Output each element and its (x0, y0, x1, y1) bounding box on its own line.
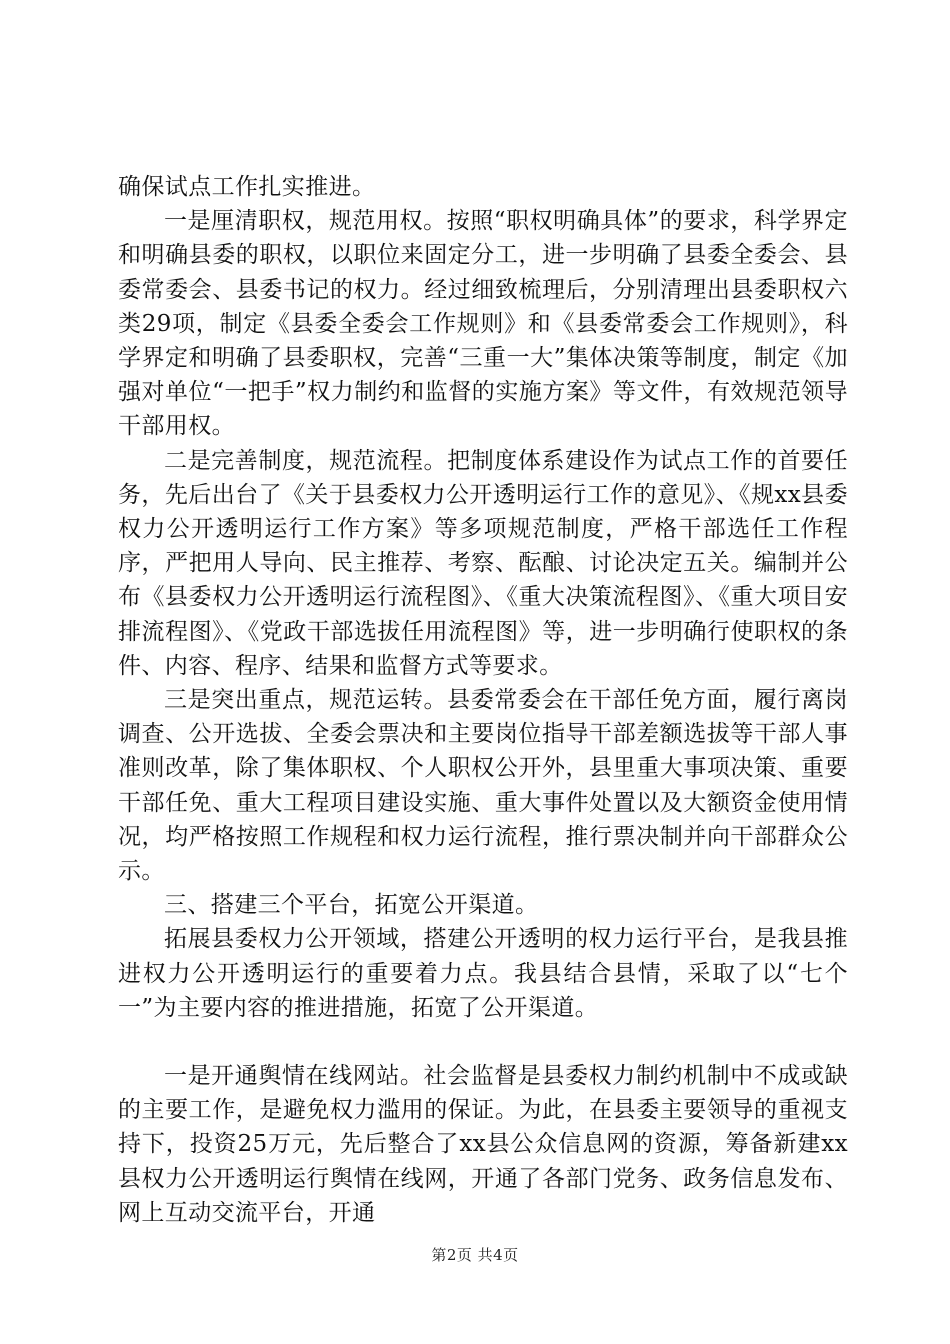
page-footer: 第2页 共4页 (431, 1246, 519, 1264)
paragraph-opinion-website: 一是开通舆情在线网站。社会监督是县委权力制约机制中不成或缺的主要工作，是避免权力滥用的保证。为此，在县委主要领导的重视支持下，投资25万元，先后整合了xx县公众信息网的资源，筹备新建xx县权力公开透明运行舆情在线网，开通了各部门党务、政务信息发布、网上互动交流平台，开通 (118, 1063, 848, 1226)
section-heading-three-platforms: 三、搭建三个平台，拓宽公开渠道。 (164, 892, 539, 919)
paragraph-improve-systems: 二是完善制度，规范流程。把制度体系建设作为试点工作的首要任务，先后出台了《关于县委权力公开透明运行工作的意见》、《规xx县委权力公开透明运行工作方案》等多项规范制度，严格干部选任工作程序，严把用人导向、民主推荐、考察、酝酿、讨论决定五关。编制并公布《县委权力公开透明运行流程图》、《重大决策流程图》、《重大项目安排流程图》、《党政干部选拔任用流程图》等，进一步明确行使职权的条件、内容、程序、结果和监督方式等要求。 (118, 447, 848, 679)
paragraph-clarify-powers: 一是厘清职权，规范用权。按照“职权明确具体”的要求，科学界定和明确县委的职权，以职位来固定分工，进一步明确了县委全委会、县委常委会、县委书记的权力。经过细致梳理后，分别清理出县委职权六类29项，制定《县委全委会工作规则》和《县委常委会工作规则》，科学界定和明确了县委职权，完善“三重一大”集体决策等制度，制定《加强对单位“一把手”权力制约和监督的实施方案》等文件，有效规范领导干部用权。 (118, 208, 848, 440)
paragraph-highlight-priorities: 三是突出重点，规范运转。县委常委会在干部任免方面，履行离岗调查、公开选拔、全委会票决和主要岗位指导干部差额选拔等干部人事准则改革，除了集体职权、个人职权公开外，县里重大事项决策、重要干部任免、重大工程项目建设实施、重大事件处置以及大额资金使用情况，均严格按照工作规程和权力运行流程，推行票决制并向干部群众公示。 (118, 687, 848, 885)
paragraph-spacer (118, 1025, 848, 1059)
paragraph-continuation: 确保试点工作扎实推进。 (118, 174, 376, 200)
paragraph-expand-disclosure: 拓展县委权力公开领域，搭建公开透明的权力运行平台，是我县推进权力公开透明运行的重要着力点。我县结合县情，采取了以“七个一”为主要内容的推进措施，拓宽了公开渠道。 (118, 926, 848, 1021)
document-body (118, 170, 848, 1230)
